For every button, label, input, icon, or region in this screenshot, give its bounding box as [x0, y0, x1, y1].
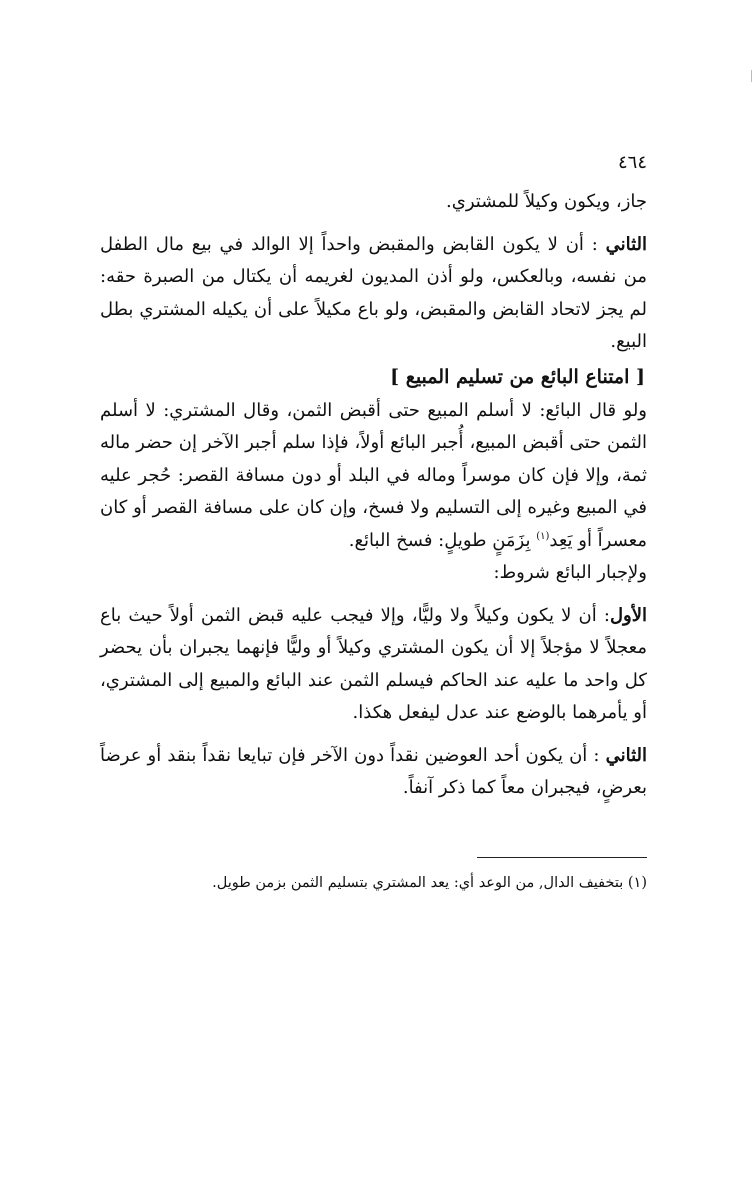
label-first: الأول	[609, 604, 647, 626]
seller-refusal-text-2: بِزَمَنٍ طويلٍ: فسخ البائع.	[348, 529, 537, 551]
label-second: الثاني	[605, 233, 647, 255]
page-number: ٤٦٤	[617, 152, 647, 173]
paragraph-conditions-intro: ولإجبار البائع شروط:	[493, 562, 647, 583]
page-edge-mark	[751, 70, 752, 82]
footnote-divider	[477, 857, 647, 858]
paragraph-second-condition-qabd	[100, 229, 647, 359]
book-page	[100, 150, 647, 910]
label-second: الثاني	[605, 744, 647, 766]
seller-refusal-text-1: ولو قال البائع: لا أسلم المبيع حتى أقبض الثمن، وقال المشتري: لا أسلم الثمن حتى أقبض المبيع، أُجبر البائع أولاً، فإذا سلم أجبر الآخر إن حضر ماله ثمة، وإلا فإن كان موسراً وماله في البلد أو دون مسافة القصر: حُجر عليه في المبيع وغيره إلى التسليم ولا فسخ، وإن كان على مسافة القصر أو كان معسراً أو يَعِد	[100, 399, 647, 551]
paragraph-continuation: جاز، ويكون وكيلاً للمشتري.	[446, 191, 647, 212]
section-heading: [ امتناع البائع من تسليم المبيع ]	[390, 365, 645, 388]
paragraph-first-condition	[100, 600, 647, 730]
second-condition-text: : أن لا يكون القابض والمقبض واحداً إلا الوالد في بيع مال الطفل من نفسه، وبالعكس، ولو أذن المديون لغريمه أن يكتال من الصبرة حقه: لم يجز لاتحاد القابض والمقبض، ولو باع مكيلاً على أن يكيله المشتري بطل البيع.	[100, 233, 647, 352]
first-condition-text: : أن لا يكون وكيلاً ولا وليًّا، وإلا فيجب عليه قبض الثمن أولاً حيث باع معجلاً لا مؤجلاً إلا أن يكون المشتري وكيلاً أو وليًّا فإنهما يجبران بأن يحضر كل واحد ما عليه عند الحاكم فيسلم الثمن عند البائع والمبيع إلى المشتري، أو يأمرهما بالوضع عند عدل ليفعل هكذا.	[100, 604, 647, 723]
footnote: (١) بتخفيف الدال, من الوعد أي: يعد المشتري بتسليم الثمن بزمن طويل.	[212, 874, 647, 891]
footnote-marker[interactable]: (١)	[536, 530, 550, 542]
paragraph-seller-refusal	[100, 395, 647, 558]
second-condition-text: : أن يكون أحد العوضين نقداً دون الآخر فإن تبايعا نقداً بنقد أو عرضاً بعرضٍ، فيجبران معاً كما ذكر آنفاً.	[100, 744, 647, 798]
paragraph-second-condition	[100, 740, 647, 805]
